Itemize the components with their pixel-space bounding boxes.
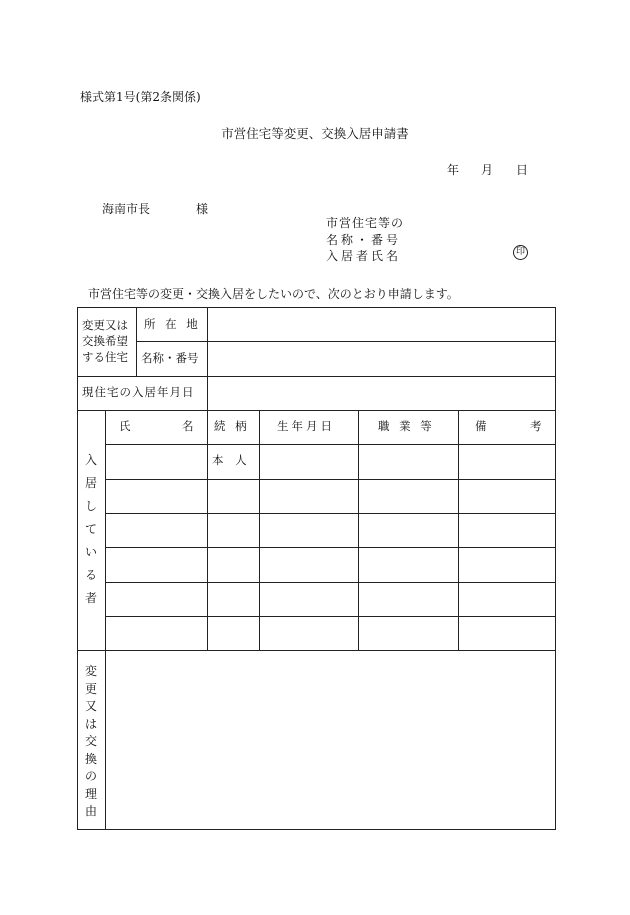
- addressee-mayor: 海南市長: [102, 202, 151, 216]
- form-title: 市営住宅等変更、交換入居申請書: [221, 126, 409, 141]
- intro-text: 市営住宅等の変更・交換入居をしたいので、次のとおり申請します。: [88, 287, 459, 301]
- row-line: [105, 444, 556, 445]
- name-number-label: 名称・番号: [141, 351, 199, 365]
- col-line: [358, 410, 359, 650]
- row-line: [105, 479, 556, 480]
- date-month-label: 月: [481, 163, 494, 177]
- self-relation-cell: 本 人: [212, 453, 251, 467]
- col-line: [259, 410, 260, 650]
- reason-field[interactable]: [106, 651, 556, 829]
- location-field[interactable]: [208, 308, 556, 341]
- row-line: [105, 616, 556, 617]
- date-year-label: 年: [447, 163, 460, 177]
- desired-housing-line1: 変更又は: [82, 318, 128, 332]
- header-relation: 続 柄: [214, 419, 250, 433]
- applicant-label-line1: 市営住宅等の: [326, 216, 405, 230]
- header-remarks-a: 備: [475, 419, 487, 433]
- form-number: 様式第1号(第2条関係): [80, 90, 201, 104]
- seal-mark: 印: [513, 245, 528, 260]
- header-name-b: 名: [182, 419, 194, 433]
- move-in-date-label: 現住宅の入居年月日: [82, 385, 195, 399]
- row-line: [78, 410, 556, 411]
- applicant-label-line3: 入居者氏名: [326, 249, 402, 263]
- row-line: [105, 513, 556, 514]
- date-day-label: 日: [516, 163, 529, 177]
- application-form-table: [77, 307, 556, 830]
- header-occupation: 職 業 等: [378, 419, 435, 433]
- header-remarks-b: 考: [530, 419, 542, 433]
- desired-housing-line2: 交換希望: [82, 334, 128, 348]
- col-line: [207, 410, 208, 650]
- reason-label: 変 更 又 は 交 換 の 理 由: [84, 664, 97, 818]
- col-line: [458, 410, 459, 650]
- header-birthdate: 生年月日: [277, 419, 335, 433]
- addressee-honorific: 様: [196, 202, 209, 216]
- residents-label: 入 居 し て い る 者: [84, 453, 97, 605]
- name-number-field[interactable]: [208, 342, 556, 376]
- header-name-a: 氏: [119, 419, 131, 433]
- location-label: 所 在 地: [144, 317, 201, 331]
- move-in-date-field[interactable]: [208, 377, 556, 410]
- desired-housing-line3: する住宅: [82, 350, 128, 364]
- applicant-label-line2: 名称・番号: [326, 233, 402, 247]
- col-line: [136, 308, 137, 376]
- row-line: [105, 582, 556, 583]
- row-line: [105, 547, 556, 548]
